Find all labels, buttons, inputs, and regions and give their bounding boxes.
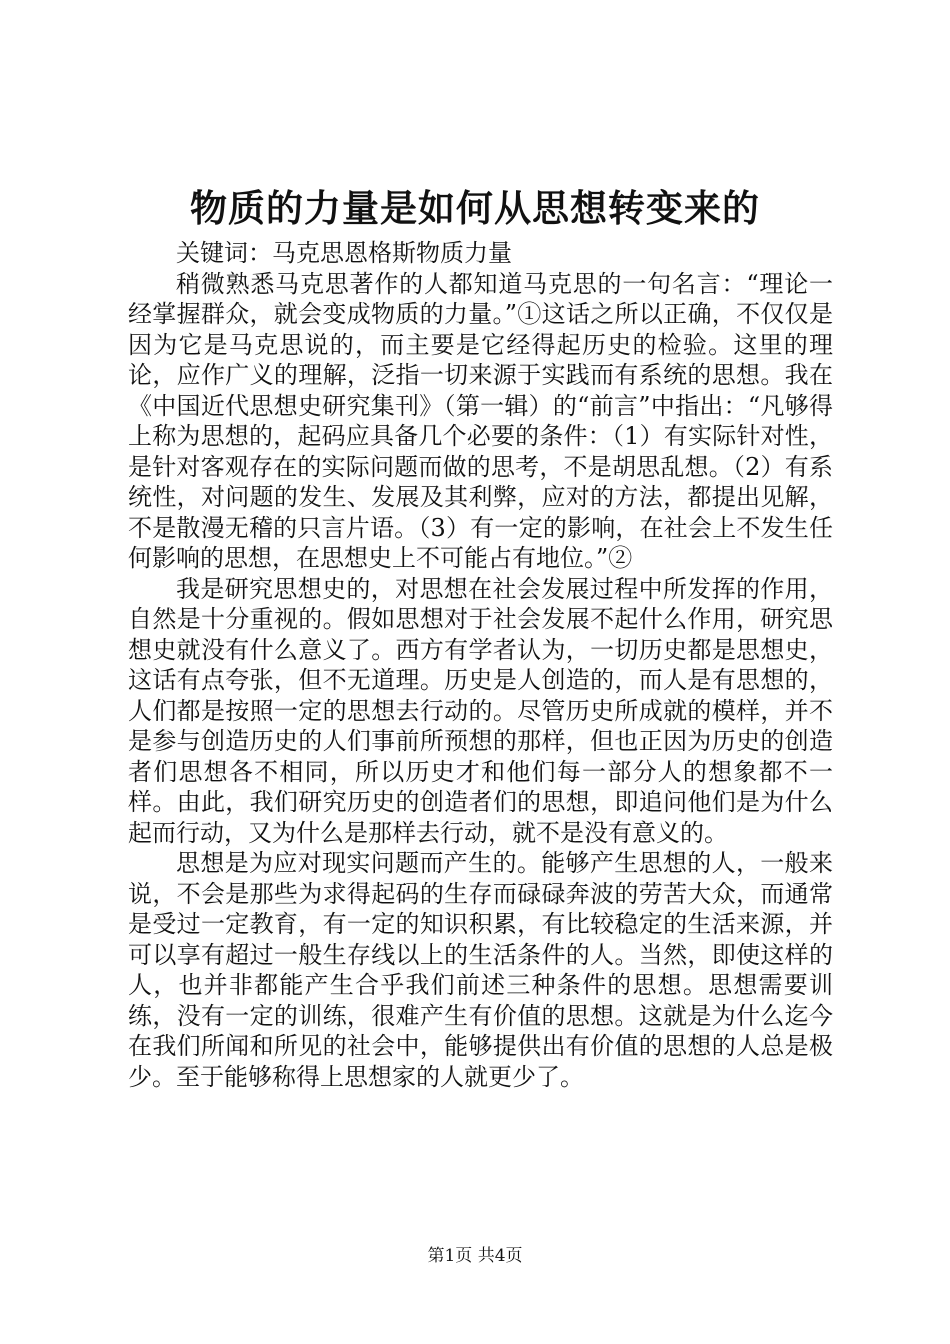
paragraph-3: 思想是为应对现实问题而产生的。能够产生思想的人，一般来说，不会是那些为求得起码的生存而碌碌奔波的劳苦大众，而通常是受过一定教育，有一定的知识积累，有比较稳定的生活来源，并可以享有超过一般生存线以上的生活条件的人。当然，即使这样的人，也并非都能产生合乎我们前述三种条件的思想。思想需要训练，没有一定的训练，很难产生有价值的思想。这就是为什么迄今在我们所闻和所见的社会中，能够提供出有价值的思想的人总是极少。至于能够称得上思想家的人就更少了。 xyxy=(128,849,833,1091)
document-title: 物质的力量是如何从思想转变来的 xyxy=(190,186,760,230)
paragraph-1: 稍微熟悉马克思著作的人都知道马克思的一句名言：“理论一经掌握群众，就会变成物质的力量。”①这话之所以正确，不仅仅是因为它是马克思说的，而主要是它经得起历史的检验。这里的理论，应作广义的理解，泛指一切来源于实践而有系统的思想。我在《中国近代思想史研究集刊》（第一辑）的“前言”中指出：“凡够得上称为思想的，起码应具备几个必要的条件：（1）有实际针对性，是针对客观存在的实际问题而做的思考，不是胡思乱想。（2）有系统性，对问题的发生、发展及其利弊，应对的方法，都提出见解，不是散漫无稽的只言片语。（3）有一定的影响，在社会上不发生任何影响的思想，在思想史上不可能占有地位。”② xyxy=(128,269,833,572)
paragraph-2: 我是研究思想史的，对思想在社会发展过程中所发挥的作用，自然是十分重视的。假如思想对于社会发展不起什么作用，研究思想史就没有什么意义了。西方有学者认为，一切历史都是思想史，这话有点夸张，但不无道理。历史是人创造的，而人是有思想的，人们都是按照一定的思想去行动的。尽管历史所成就的模样，并不是参与创造历史的人们事前所预想的那样，但也正因为历史的创造者们思想各不相同，所以历史才和他们每一部分人的想象都不一样。由此，我们研究历史的创造者们的思想，即追问他们是为什么起而行动，又为什么是那样去行动，就不是没有意义的。 xyxy=(128,574,833,847)
page-number-footer: 第1页 共4页 xyxy=(427,1246,523,1266)
keywords-line: 关键词：马克思恩格斯物质力量 xyxy=(176,239,512,267)
document-body xyxy=(128,238,833,1092)
